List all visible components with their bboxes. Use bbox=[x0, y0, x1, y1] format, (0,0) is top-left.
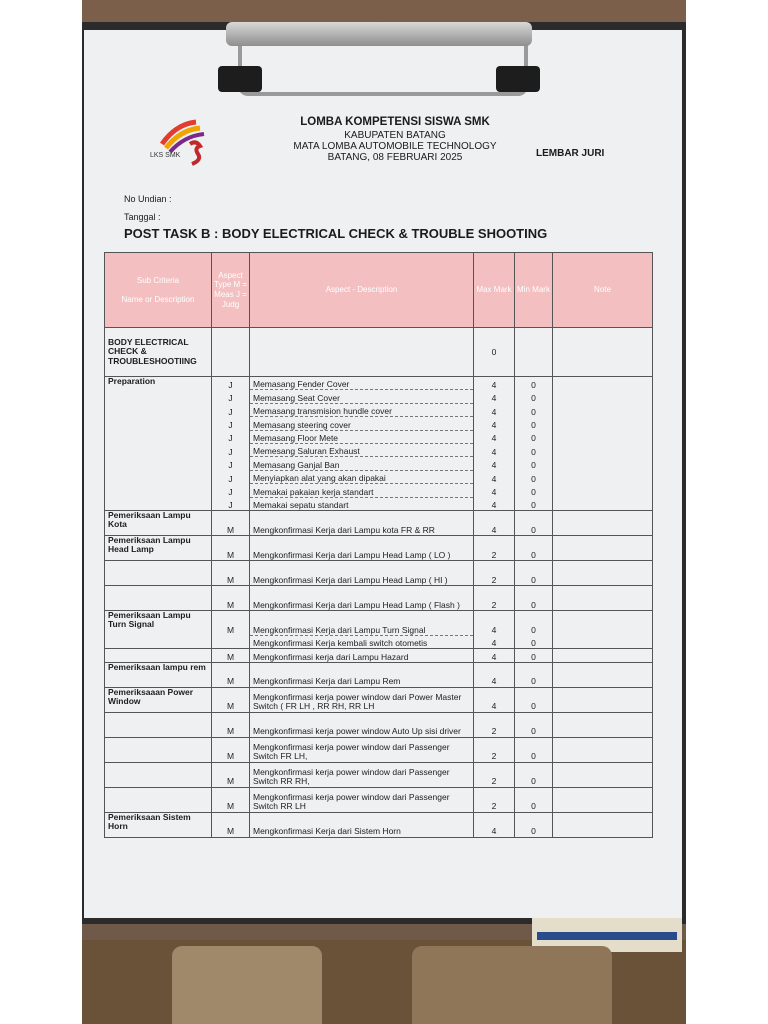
sub-criteria-cell: Pemeriksaaan Power Window bbox=[105, 687, 212, 712]
note-cell bbox=[553, 390, 653, 403]
aspect-description-cell: Mengkonfirmasi Kerja dari Lampu Rem bbox=[250, 662, 474, 687]
note-cell bbox=[553, 403, 653, 416]
aspect-type-cell: M bbox=[212, 535, 250, 560]
aspect-type-cell: J bbox=[212, 497, 250, 510]
min-mark-cell: 0 bbox=[515, 510, 553, 535]
min-mark-cell: 0 bbox=[515, 585, 553, 610]
max-mark-cell: 2 bbox=[474, 737, 515, 762]
regency-line: KABUPATEN BATANG bbox=[344, 130, 446, 141]
note-cell bbox=[553, 497, 653, 510]
foot-right bbox=[412, 946, 612, 1024]
aspect-type-cell: M bbox=[212, 585, 250, 610]
aspect-description-cell: Memakai sepatu standart bbox=[250, 497, 474, 510]
max-mark-cell: 2 bbox=[474, 560, 515, 585]
header-max-mark: Max Mark bbox=[474, 253, 515, 328]
aspect-description-cell: Mengkonfirmasi Kerja kembali switch otometis bbox=[250, 635, 474, 648]
sub-criteria-cell: Preparation bbox=[105, 377, 212, 390]
note-cell bbox=[553, 417, 653, 430]
max-mark-cell: 4 bbox=[474, 377, 515, 390]
aspect-description-cell: Mengkonfirmasi Kerja dari Lampu Head Lamp ( Flash ) bbox=[250, 585, 474, 610]
aspect-description-cell: Mengkonfirmasi kerja dari Lampu Hazard bbox=[250, 649, 474, 662]
aspect-type-cell: M bbox=[212, 737, 250, 762]
sub-criteria-cell bbox=[105, 390, 212, 403]
max-mark-cell: 4 bbox=[474, 635, 515, 648]
min-mark-cell: 0 bbox=[515, 737, 553, 762]
cloth-stripe bbox=[537, 932, 677, 940]
note-cell bbox=[553, 430, 653, 443]
min-mark-cell: 0 bbox=[515, 535, 553, 560]
max-mark-cell: 2 bbox=[474, 712, 515, 737]
max-mark-cell: 4 bbox=[474, 610, 515, 635]
aspect-type-cell: M bbox=[212, 812, 250, 837]
table-row bbox=[105, 390, 653, 403]
max-mark-cell: 4 bbox=[474, 457, 515, 470]
subject-line: MATA LOMBA AUTOMOBILE TECHNOLOGY bbox=[293, 141, 497, 152]
aspect-type-cell: M bbox=[212, 662, 250, 687]
table-row bbox=[105, 712, 653, 737]
aspect-type-cell: M bbox=[212, 649, 250, 662]
note-cell bbox=[553, 812, 653, 837]
clip-handle-right bbox=[496, 66, 540, 92]
sub-criteria-cell bbox=[105, 403, 212, 416]
aspect-description-cell: Memasang steering cover bbox=[250, 417, 474, 430]
header-min-mark: Min Mark bbox=[515, 253, 553, 328]
min-mark-cell bbox=[515, 328, 553, 377]
note-cell bbox=[553, 635, 653, 648]
aspect-description-cell: Mengkonfirmasi Kerja dari Lampu Head Lamp ( HI ) bbox=[250, 560, 474, 585]
table-row bbox=[105, 535, 653, 560]
table-row bbox=[105, 649, 653, 662]
sub-criteria-cell bbox=[105, 762, 212, 787]
aspect-description-cell: Memakai pakaian kerja standart bbox=[250, 484, 474, 497]
table-row bbox=[105, 443, 653, 456]
clip-bar bbox=[226, 22, 532, 46]
logo-text: LKS SMK bbox=[150, 152, 181, 159]
table-row bbox=[105, 510, 653, 535]
sub-criteria-cell: Pemeriksaan Lampu Kota bbox=[105, 510, 212, 535]
aspect-type-cell: J bbox=[212, 443, 250, 456]
max-mark-cell: 4 bbox=[474, 649, 515, 662]
note-cell bbox=[553, 787, 653, 812]
aspect-description-cell bbox=[250, 328, 474, 377]
min-mark-cell: 0 bbox=[515, 497, 553, 510]
aspect-description-cell: Memasang Ganjal Ban bbox=[250, 457, 474, 470]
aspect-type-cell bbox=[212, 635, 250, 648]
note-cell bbox=[553, 377, 653, 390]
aspect-type-cell: J bbox=[212, 430, 250, 443]
aspect-description-cell: Mengkonfirmasi kerja power window dari Passenger Switch RR LH bbox=[250, 787, 474, 812]
min-mark-cell: 0 bbox=[515, 649, 553, 662]
table-row bbox=[105, 497, 653, 510]
max-mark-cell: 2 bbox=[474, 535, 515, 560]
sub-criteria-cell bbox=[105, 649, 212, 662]
clipboard-clip bbox=[218, 22, 540, 94]
table-row bbox=[105, 457, 653, 470]
sub-criteria-cell: Pemeriksaan Lampu Turn Signal bbox=[105, 610, 212, 635]
max-mark-cell: 4 bbox=[474, 484, 515, 497]
aspect-type-cell: M bbox=[212, 712, 250, 737]
table-row bbox=[105, 403, 653, 416]
competition-title: LOMBA KOMPETENSI SISWA SMK bbox=[300, 116, 490, 128]
sub-criteria-cell bbox=[105, 417, 212, 430]
foot-left bbox=[172, 946, 322, 1024]
note-cell bbox=[553, 560, 653, 585]
tanggal-field: Tanggal : bbox=[124, 212, 161, 222]
table-row bbox=[105, 377, 653, 390]
min-mark-cell: 0 bbox=[515, 443, 553, 456]
min-mark-cell: 0 bbox=[515, 457, 553, 470]
aspect-description-cell: Memasang Seat Cover bbox=[250, 390, 474, 403]
table-row bbox=[105, 687, 653, 712]
table-row bbox=[105, 560, 653, 585]
note-cell bbox=[553, 712, 653, 737]
min-mark-cell: 0 bbox=[515, 687, 553, 712]
aspect-type-cell: M bbox=[212, 787, 250, 812]
aspect-description-cell: Mengkonfirmasi kerja power window dari Passenger Switch RR RH, bbox=[250, 762, 474, 787]
table-row bbox=[105, 417, 653, 430]
max-mark-cell: 4 bbox=[474, 403, 515, 416]
task-title: POST TASK B : BODY ELECTRICAL CHECK & TROUBLE SHOOTING bbox=[124, 226, 548, 241]
note-cell bbox=[553, 510, 653, 535]
no-undian-field: No Undian : bbox=[124, 194, 172, 204]
min-mark-cell: 0 bbox=[515, 430, 553, 443]
sub-criteria-cell bbox=[105, 470, 212, 483]
note-cell bbox=[553, 649, 653, 662]
aspect-type-cell bbox=[212, 328, 250, 377]
lks-logo-icon bbox=[156, 114, 212, 170]
header-aspect-description: Aspect - Description bbox=[250, 253, 474, 328]
aspect-type-cell: J bbox=[212, 470, 250, 483]
max-mark-cell: 2 bbox=[474, 762, 515, 787]
header-note: Note bbox=[553, 253, 653, 328]
aspect-description-cell: Mengkonfirmasi kerja power window Auto Up sisi driver bbox=[250, 712, 474, 737]
aspect-type-cell: J bbox=[212, 403, 250, 416]
clip-handle-left bbox=[218, 66, 262, 92]
aspect-description-cell: Mengkonfirmasi Kerja dari Sistem Horn bbox=[250, 812, 474, 837]
table-row bbox=[105, 610, 653, 635]
note-cell bbox=[553, 585, 653, 610]
table-row bbox=[105, 470, 653, 483]
sub-criteria-cell: Pemeriksaan Sistem Horn bbox=[105, 812, 212, 837]
sub-criteria-cell bbox=[105, 712, 212, 737]
lembar-juri-label: LEMBAR JURI bbox=[536, 148, 605, 159]
note-cell bbox=[553, 457, 653, 470]
min-mark-cell: 0 bbox=[515, 662, 553, 687]
aspect-description-cell: Memasang Floor Mete bbox=[250, 430, 474, 443]
aspect-type-cell: M bbox=[212, 762, 250, 787]
aspect-type-cell: M bbox=[212, 687, 250, 712]
table-row bbox=[105, 585, 653, 610]
aspect-type-cell: J bbox=[212, 457, 250, 470]
sub-criteria-cell bbox=[105, 484, 212, 497]
table-row bbox=[105, 662, 653, 687]
table-row bbox=[105, 635, 653, 648]
aspect-description-cell: Memesang Saluran Exhaust bbox=[250, 443, 474, 456]
max-mark-cell: 0 bbox=[474, 328, 515, 377]
note-cell bbox=[553, 662, 653, 687]
sub-criteria-cell bbox=[105, 497, 212, 510]
max-mark-cell: 4 bbox=[474, 662, 515, 687]
max-mark-cell: 4 bbox=[474, 443, 515, 456]
max-mark-cell: 4 bbox=[474, 497, 515, 510]
min-mark-cell: 0 bbox=[515, 787, 553, 812]
aspect-type-cell: J bbox=[212, 377, 250, 390]
table-row bbox=[105, 484, 653, 497]
max-mark-cell: 4 bbox=[474, 430, 515, 443]
sub-criteria-cell: Pemeriksaan Lampu Head Lamp bbox=[105, 535, 212, 560]
note-cell bbox=[553, 687, 653, 712]
aspect-description-cell: Mengkonfirmasi kerja power window dari Power Master Switch ( FR LH , RR RH, RR LH bbox=[250, 687, 474, 712]
min-mark-cell: 0 bbox=[515, 390, 553, 403]
max-mark-cell: 4 bbox=[474, 470, 515, 483]
min-mark-cell: 0 bbox=[515, 635, 553, 648]
note-cell bbox=[553, 610, 653, 635]
aspect-type-cell: M bbox=[212, 560, 250, 585]
sub-criteria-cell bbox=[105, 787, 212, 812]
scoring-table bbox=[104, 252, 652, 838]
table-row bbox=[105, 328, 653, 377]
min-mark-cell: 0 bbox=[515, 560, 553, 585]
max-mark-cell: 4 bbox=[474, 510, 515, 535]
aspect-description-cell: Menyiapkan alat yang akan dipakai bbox=[250, 470, 474, 483]
min-mark-cell: 0 bbox=[515, 712, 553, 737]
note-cell bbox=[553, 535, 653, 560]
aspect-description-cell: Mengkonfirmasi Kerja dari Lampu Head Lamp ( LO ) bbox=[250, 535, 474, 560]
aspect-type-cell: J bbox=[212, 484, 250, 497]
sub-criteria-cell: Pemeriksaan lampu rem bbox=[105, 662, 212, 687]
note-cell bbox=[553, 470, 653, 483]
min-mark-cell: 0 bbox=[515, 812, 553, 837]
aspect-description-cell: Memasang Fender Cover bbox=[250, 377, 474, 390]
sub-criteria-cell bbox=[105, 443, 212, 456]
date-line: BATANG, 08 FEBRUARI 2025 bbox=[327, 152, 463, 163]
table-row bbox=[105, 812, 653, 837]
table-row bbox=[105, 430, 653, 443]
sub-criteria-cell bbox=[105, 737, 212, 762]
max-mark-cell: 4 bbox=[474, 687, 515, 712]
aspect-description-cell: Memasang transmision hundle cover bbox=[250, 403, 474, 416]
aspect-description-cell: Mengkonfirmasi kerja power window dari Passenger Switch FR LH, bbox=[250, 737, 474, 762]
max-mark-cell: 2 bbox=[474, 585, 515, 610]
aspect-description-cell: Mengkonfirmasi Kerja dari Lampu kota FR & RR bbox=[250, 510, 474, 535]
note-cell bbox=[553, 443, 653, 456]
sub-criteria-cell bbox=[105, 585, 212, 610]
max-mark-cell: 4 bbox=[474, 417, 515, 430]
table-row bbox=[105, 762, 653, 787]
aspect-type-cell: J bbox=[212, 417, 250, 430]
aspect-type-cell: M bbox=[212, 610, 250, 635]
header-sub-criteria: Sub Criteria Name or Description bbox=[105, 253, 212, 328]
min-mark-cell: 0 bbox=[515, 610, 553, 635]
sub-criteria-cell bbox=[105, 430, 212, 443]
min-mark-cell: 0 bbox=[515, 377, 553, 390]
min-mark-cell: 0 bbox=[515, 470, 553, 483]
note-cell bbox=[553, 328, 653, 377]
aspect-type-cell: M bbox=[212, 510, 250, 535]
min-mark-cell: 0 bbox=[515, 484, 553, 497]
note-cell bbox=[553, 484, 653, 497]
aspect-type-cell: J bbox=[212, 390, 250, 403]
min-mark-cell: 0 bbox=[515, 762, 553, 787]
aspect-description-cell: Mengkonfirmasi Kerja dari Lampu Turn Signal bbox=[250, 610, 474, 635]
note-cell bbox=[553, 762, 653, 787]
max-mark-cell: 4 bbox=[474, 812, 515, 837]
table-header-row bbox=[105, 253, 653, 328]
min-mark-cell: 0 bbox=[515, 403, 553, 416]
sub-criteria-cell bbox=[105, 457, 212, 470]
table-row bbox=[105, 787, 653, 812]
table-row bbox=[105, 737, 653, 762]
sub-criteria-cell bbox=[105, 560, 212, 585]
header-aspect-type: Aspect Type M = Meas J = Judg bbox=[212, 253, 250, 328]
sub-criteria-cell: BODY ELECTRICAL CHECK & TROUBLESHOOTIING bbox=[105, 328, 212, 377]
sub-criteria-cell bbox=[105, 635, 212, 648]
min-mark-cell: 0 bbox=[515, 417, 553, 430]
note-cell bbox=[553, 737, 653, 762]
max-mark-cell: 4 bbox=[474, 390, 515, 403]
max-mark-cell: 2 bbox=[474, 787, 515, 812]
